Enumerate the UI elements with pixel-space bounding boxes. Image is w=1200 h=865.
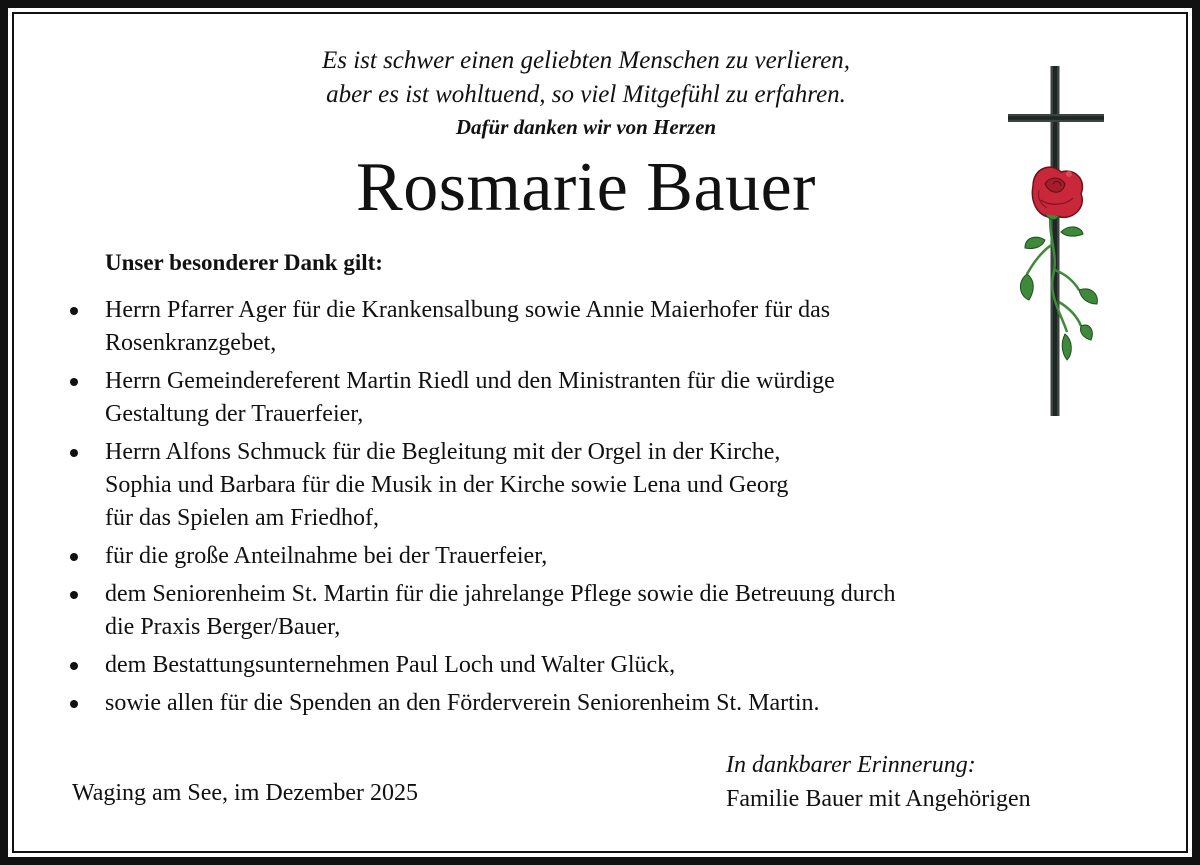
bullet-icon xyxy=(70,553,78,561)
bullet-icon xyxy=(70,307,78,315)
bullet-icon xyxy=(70,591,78,599)
thanks-item-line: dem Bestattungsunternehmen Paul Loch und Walter Glück, xyxy=(105,652,676,678)
deceased-name: Rosmarie Bauer xyxy=(356,149,816,226)
motto xyxy=(0,44,1172,112)
thanks-item-line: sowie allen für die Spenden an den Förderverein Seniorenheim St. Martin. xyxy=(105,690,820,716)
motto-line-2: aber es ist wohltuend, so viel Mitgefühl zu erfahren. xyxy=(326,81,846,108)
thanks-item-line: Sophia und Barbara für die Musik in der Kirche sowie Lena und Georg xyxy=(105,472,789,498)
family-signature: Familie Bauer mit Angehörigen xyxy=(726,786,1031,812)
place-date: Waging am See, im Dezember 2025 xyxy=(72,780,418,806)
thanks-line: Dafür danken wir von Herzen xyxy=(455,115,717,139)
memory-line: In dankbarer Erinnerung: xyxy=(726,752,976,778)
thanks-item xyxy=(70,365,1080,431)
bullet-icon xyxy=(70,662,78,670)
thanks-list xyxy=(70,294,1080,725)
thanks-item xyxy=(70,540,1080,573)
thanks-item-line: für das Spielen am Friedhof, xyxy=(105,505,379,531)
thanks-item xyxy=(70,687,1080,720)
rose-icon xyxy=(1032,167,1082,219)
cross-with-rose-icon xyxy=(1003,64,1109,420)
thanks-item-line: die Praxis Berger/Bauer, xyxy=(105,614,341,640)
thanks-item xyxy=(70,578,1080,644)
thanks-item-line: für die große Anteilnahme bei der Trauerfeier, xyxy=(105,543,548,569)
motto-line-1: Es ist schwer einen geliebten Menschen zu verlieren, xyxy=(321,47,851,74)
thanks-item xyxy=(70,294,1080,360)
bullet-icon xyxy=(70,449,78,457)
thanks-item xyxy=(70,436,1080,535)
thanks-item-line: dem Seniorenheim St. Martin für die jahrelange Pflege sowie die Betreuung durch xyxy=(105,581,896,607)
thanks-item-line: Herrn Alfons Schmuck für die Begleitung mit der Orgel in der Kirche, xyxy=(105,439,781,465)
thanks-item-line: Rosenkranzgebet, xyxy=(105,330,277,356)
thanks-subheading: Unser besonderer Dank gilt: xyxy=(105,250,383,275)
thanks-item-line: Herrn Pfarrer Ager für die Krankensalbung sowie Annie Maierhofer für das xyxy=(105,297,831,323)
cross-icon xyxy=(1008,66,1104,416)
thanks-item-line: Gestaltung der Trauerfeier, xyxy=(105,401,364,427)
thanks-item xyxy=(70,649,1080,682)
bullet-icon xyxy=(70,700,78,708)
thanks-item-line: Herrn Gemeindereferent Martin Riedl und den Ministranten für die würdige xyxy=(105,368,835,394)
bullet-icon xyxy=(70,378,78,386)
